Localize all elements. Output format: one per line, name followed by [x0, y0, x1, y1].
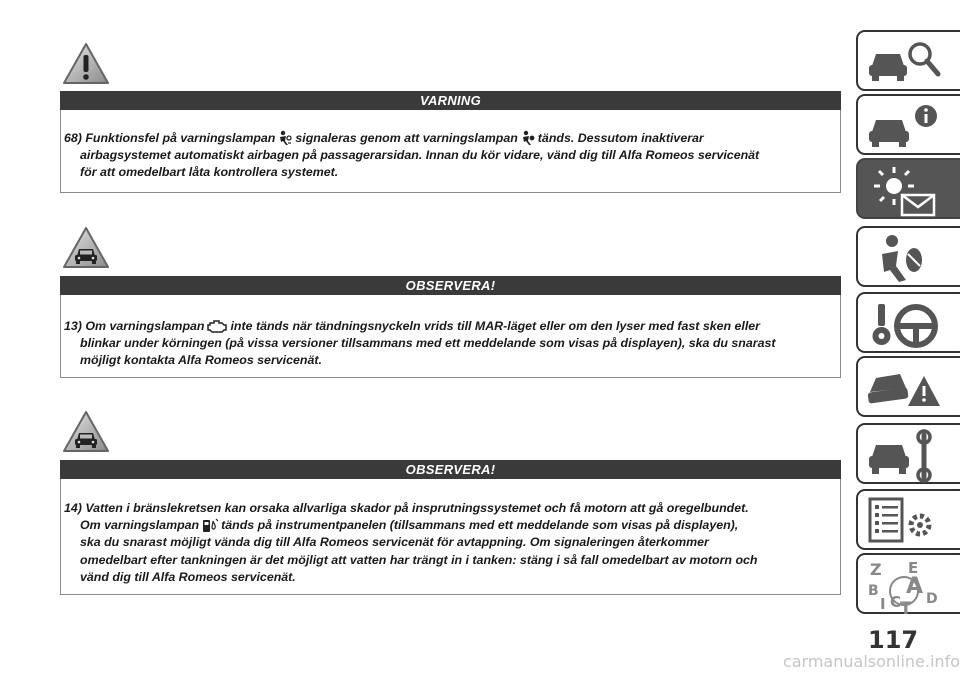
- car-wrench-icon: [866, 429, 946, 483]
- car-search-icon: [866, 36, 946, 88]
- index-letter-c: C: [890, 593, 902, 611]
- airbag-lamp-icon: [520, 130, 536, 146]
- tab-car-emergency[interactable]: [856, 356, 960, 417]
- index-letter-a: A: [906, 574, 924, 599]
- list-gear-icon: [866, 495, 946, 549]
- airbag-off-lamp-icon: [277, 130, 293, 146]
- engine-lamp-icon: [206, 318, 228, 334]
- tab-car-info[interactable]: [856, 94, 960, 155]
- warning-light-message-icon: [866, 164, 946, 220]
- observera-heading-1: OBSERVERA!: [60, 276, 841, 295]
- tab-car-maintenance[interactable]: [856, 423, 960, 484]
- tab-technical-data[interactable]: [856, 489, 960, 550]
- index-letter-z: Z: [870, 560, 882, 579]
- observera-text-1: 13) Om varningslampan inte tänds när tändningsnyckeln vrids till MAR-läget eller om den lyser med fast sken eller blinkar under körningen (på vissa versioner tillsammans med ett meddelande som visas på displayen), ska du snarast möjligt kontakta Alfa Romeos servicenät.: [64, 319, 776, 368]
- tab-warning-lights[interactable]: [856, 158, 960, 219]
- airbag-passenger-icon: [866, 232, 946, 286]
- warning-exclamation-icon: [62, 42, 110, 86]
- car-caution-icon: [62, 226, 110, 270]
- observera-heading-2: OBSERVERA!: [60, 460, 841, 479]
- tab-car-search[interactable]: [856, 30, 960, 91]
- tab-airbag[interactable]: [856, 226, 960, 287]
- water-in-fuel-lamp-icon: [201, 517, 219, 533]
- index-letter-t: T: [900, 599, 912, 615]
- car-info-icon: [866, 100, 946, 152]
- observera-text-2: 14) Vatten i bränslekretsen kan orsaka allvarliga skador på insprutningssystemet och få motorn att gå oregelbundet. Om varningslampan tänds på instrumentpanelen (tillsammans med ett meddelande som visas på displayen), ska du snarast möjligt vända dig till Alfa Romeos servicenät för avtappning. Om signaleringen återkommer omedelbart efter tankningen är det möjligt att vatten har trängt in i tanken: stäng i så fall omedelbart av motorn och vänd dig till Alfa Romeos servicenät.: [64, 501, 758, 584]
- index-letter-d: D: [926, 591, 938, 607]
- warning-text: 68) Funktionsfel på varningslampan signaleras genom att varningslampan tänds. Dessutom inaktiverar airbagsystemet automatiskt airbagen på passagerarsidan. Innan du kör vidare, vänd dig till Alfa Romeos servicenät för att omedelbart låta kontrollera systemet.: [64, 131, 760, 180]
- watermark: carmanualsonline.info: [782, 652, 960, 671]
- car-caution-icon: [62, 410, 110, 454]
- warning-heading: VARNING: [60, 91, 841, 110]
- index-letter-i: I: [880, 595, 886, 613]
- alphabet-index-icon: [866, 559, 946, 615]
- car-warning-triangle-icon: [866, 362, 946, 416]
- index-letter-b: B: [868, 583, 879, 599]
- key-steering-wheel-icon: [866, 298, 946, 352]
- tab-key-steering[interactable]: [856, 292, 960, 353]
- tab-alphabetical-index[interactable]: [856, 553, 960, 614]
- index-letter-e: E: [908, 559, 919, 577]
- page-number: 117: [868, 626, 919, 654]
